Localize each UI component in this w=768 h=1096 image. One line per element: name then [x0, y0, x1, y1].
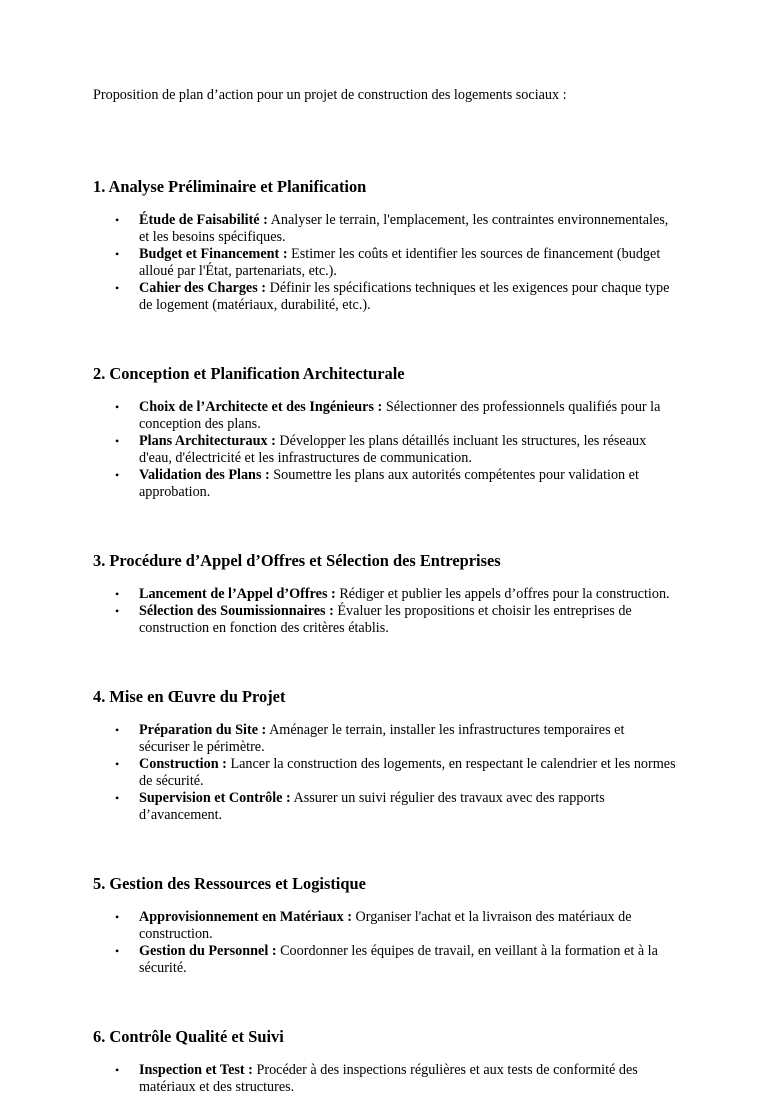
list-item — [93, 467, 678, 501]
item-description: Lancer la construction des logements, en respectant le calendrier et les normes de sécurité. — [139, 756, 676, 789]
item-term: Préparation du Site : — [139, 722, 267, 738]
bullet-icon: • — [115, 587, 120, 601]
bullet-list — [93, 1062, 678, 1096]
item-term: Budget et Financement : — [139, 246, 288, 262]
bullet-icon: • — [115, 400, 120, 414]
intro-paragraph: Proposition de plan d’action pour un projet de construction des logements sociaux : — [93, 87, 567, 103]
item-term: Supervision et Contrôle : — [139, 790, 291, 806]
bullet-icon: • — [115, 791, 120, 805]
section-4 — [93, 687, 678, 824]
list-item — [93, 603, 678, 637]
list-item — [93, 722, 678, 756]
section-5 — [93, 874, 678, 977]
item-term: Construction : — [139, 756, 227, 772]
item-description: Estimer les coûts et identifier les sources de financement (budget alloué par l'État, partenariats, etc.). — [139, 246, 661, 279]
item-description: Soumettre les plans aux autorités compétentes pour validation et approbation. — [139, 467, 639, 500]
sections-container — [93, 177, 678, 1096]
list-item — [93, 586, 678, 603]
bullet-icon: • — [115, 1063, 120, 1077]
bullet-list — [93, 586, 678, 637]
item-description: Assurer un suivi régulier des travaux avec des rapports d’avancement. — [139, 790, 605, 823]
section-1 — [93, 177, 678, 314]
list-item — [93, 909, 678, 943]
item-description: Coordonner les équipes de travail, en veillant à la formation et à la sécurité. — [139, 943, 658, 976]
item-term: Cahier des Charges : — [139, 280, 267, 296]
section-3 — [93, 551, 678, 637]
item-term: Sélection des Soumissionnaires : — [139, 603, 334, 619]
item-term: Inspection et Test : — [139, 1062, 253, 1078]
list-item — [93, 246, 678, 280]
section-6 — [93, 1027, 678, 1096]
bullet-icon: • — [115, 757, 120, 771]
item-description: Aménager le terrain, installer les infrastructures temporaires et sécuriser le périmètre. — [139, 722, 625, 755]
section-heading: 3. Procédure d’Appel d’Offres et Sélection des Entreprises — [93, 551, 501, 570]
bullet-icon: • — [115, 247, 120, 261]
item-description: Procéder à des inspections régulières et aux tests de conformité des matériaux et des structures. — [139, 1062, 638, 1095]
bullet-icon: • — [115, 213, 120, 227]
item-description: Rédiger et publier les appels d’offres pour la construction. — [339, 586, 670, 602]
list-item — [93, 399, 678, 433]
bullet-icon: • — [115, 434, 120, 448]
item-term: Validation des Plans : — [139, 467, 270, 483]
list-item — [93, 280, 678, 314]
section-heading: 1. Analyse Préliminaire et Planification — [93, 177, 367, 196]
list-item — [93, 790, 678, 824]
item-description: Analyser le terrain, l'emplacement, les contraintes environnementales, et les besoins spécifiques. — [139, 212, 669, 245]
item-term: Étude de Faisabilité : — [139, 212, 268, 228]
bullet-list — [93, 909, 678, 977]
item-description: Évaluer les propositions et choisir les entreprises de construction en fonction des critères établis. — [139, 603, 632, 636]
list-item — [93, 943, 678, 977]
bullet-icon: • — [115, 723, 120, 737]
bullet-icon: • — [115, 604, 120, 618]
item-term: Approvisionnement en Matériaux : — [139, 909, 352, 925]
item-description: Définir les spécifications techniques et les exigences pour chaque type de logement (matériaux, durabilité, etc.). — [139, 280, 670, 313]
bullet-list — [93, 399, 678, 501]
section-heading: 2. Conception et Planification Architecturale — [93, 364, 405, 383]
bullet-icon: • — [115, 281, 120, 295]
list-item — [93, 1062, 678, 1096]
item-term: Plans Architecturaux : — [139, 433, 276, 449]
document-page — [93, 87, 678, 1096]
item-term: Gestion du Personnel : — [139, 943, 277, 959]
section-2 — [93, 364, 678, 501]
list-item — [93, 212, 678, 246]
bullet-icon: • — [115, 910, 120, 924]
list-item — [93, 756, 678, 790]
item-description: Organiser l'achat et la livraison des matériaux de construction. — [139, 909, 632, 942]
item-term: Lancement de l’Appel d’Offres : — [139, 586, 336, 602]
item-description: Développer les plans détaillés incluant les structures, les réseaux d'eau, d'électricité et les infrastructures de communication. — [139, 433, 647, 466]
section-heading: 4. Mise en Œuvre du Projet — [93, 687, 286, 706]
section-heading: 5. Gestion des Ressources et Logistique — [93, 874, 366, 893]
bullet-icon: • — [115, 468, 120, 482]
section-heading: 6. Contrôle Qualité et Suivi — [93, 1027, 284, 1046]
list-item — [93, 433, 678, 467]
bullet-list — [93, 722, 678, 824]
item-term: Choix de l’Architecte et des Ingénieurs : — [139, 399, 383, 415]
bullet-list — [93, 212, 678, 314]
bullet-icon: • — [115, 944, 120, 958]
item-description: Sélectionner des professionnels qualifiés pour la conception des plans. — [139, 399, 661, 432]
